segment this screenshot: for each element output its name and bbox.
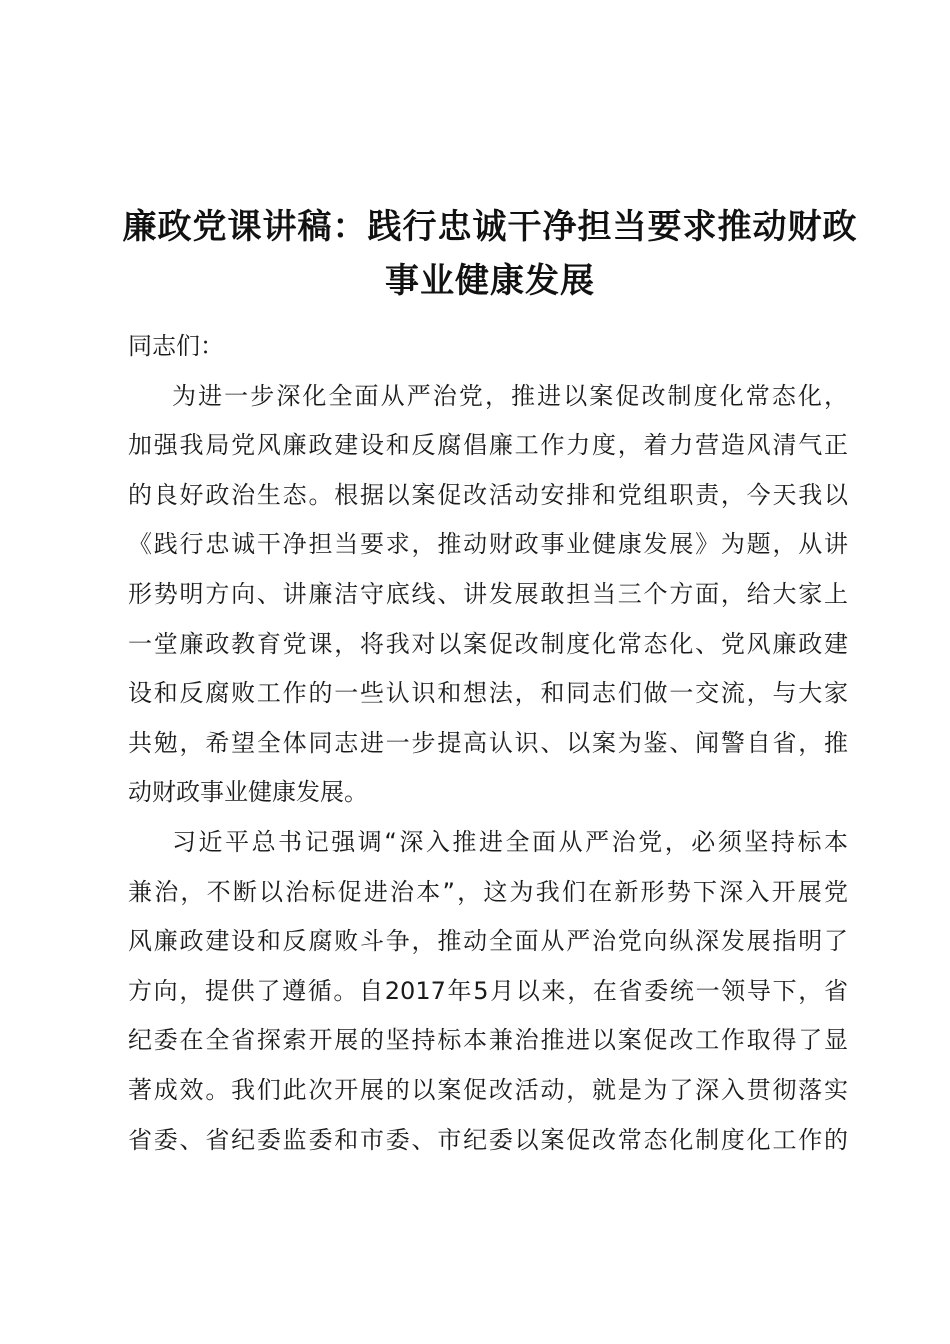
paragraph-1-line: 的良好政治生态。根据以案促改活动安排和党组职责，今天我以 xyxy=(128,480,848,509)
document-body xyxy=(128,322,848,1165)
paragraph-2-line: 方向，提供了遵循。自2017年5月以来，在省委统一领导下，省 xyxy=(128,976,848,1005)
paragraph-1-line: 《践行忠诚干净担当要求，推动财政事业健康发展》为题，从讲 xyxy=(128,530,848,559)
paragraph-1-line: 共勉，希望全体同志进一步提高认识、以案为鉴、闻警自省，推 xyxy=(128,728,848,757)
paragraph-2-line: 省委、省纪委监委和市委、市纪委以案促改常态化制度化工作的 xyxy=(128,1125,848,1154)
paragraph-1-line: 形势明方向、讲廉洁守底线、讲发展敢担当三个方面，给大家上 xyxy=(128,579,848,608)
title-line-1: 廉政党课讲稿：践行忠诚干净担当要求推动财政 xyxy=(122,207,858,247)
paragraph-2-line: 兼治，不断以治标促进治本”，这为我们在新形势下深入开展党 xyxy=(128,877,848,906)
salutation: 同志们： xyxy=(128,332,224,360)
paragraph-2-line: 著成效。我们此次开展的以案促改活动，就是为了深入贯彻落实 xyxy=(128,1075,848,1104)
document-title xyxy=(110,200,870,308)
paragraph-1-line: 加强我局党风廉政建设和反腐倡廉工作力度，着力营造风清气正 xyxy=(128,431,848,460)
paragraph-1-line: 为进一步深化全面从严治党，推进以案促改制度化常态化， xyxy=(172,381,848,410)
paragraph-2-line: 纪委在全省探索开展的坚持标本兼治推进以案促改工作取得了显 xyxy=(128,1026,848,1055)
title-line-2: 事业健康发展 xyxy=(385,261,595,301)
paragraph-1-line: 一堂廉政教育党课，将我对以案促改制度化常态化、党风廉政建 xyxy=(128,629,848,658)
paragraph-1-line: 动财政事业健康发展。 xyxy=(128,778,368,807)
paragraph-1-line: 设和反腐败工作的一些认识和想法，和同志们做一交流，与大家 xyxy=(128,679,848,708)
paragraph-2-line: 习近平总书记强调“深入推进全面从严治党，必须坚持标本 xyxy=(172,827,848,856)
paragraph-2-line: 风廉政建设和反腐败斗争，推动全面从严治党向纵深发展指明了 xyxy=(128,927,848,956)
